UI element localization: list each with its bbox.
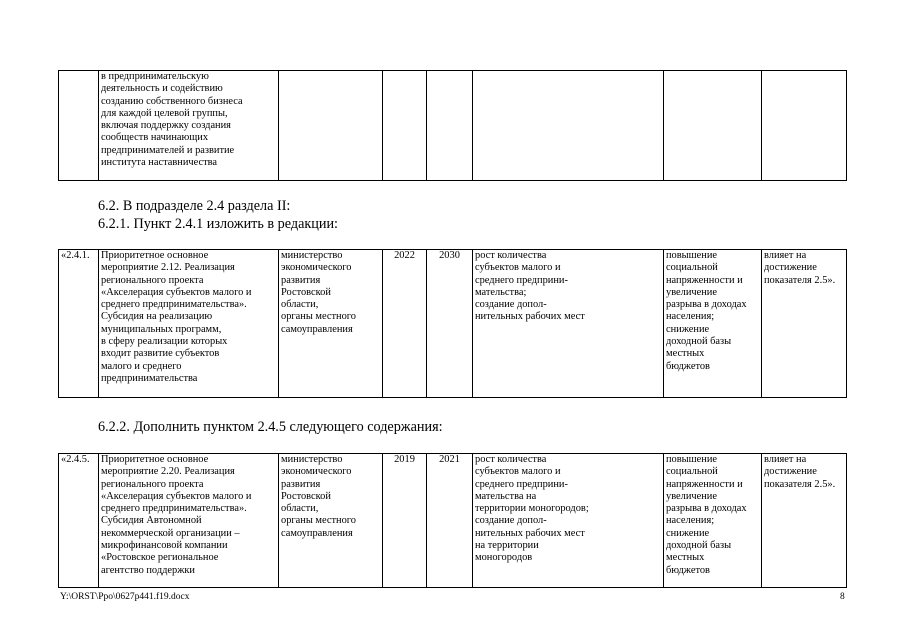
- event-description: Приоритетное основное мероприятие 2.12. Реализация регионального проекта «Акселерация субъектов малого и среднего предпринимательства». Субсидия на реализацию муниципальных программ, в сферу реализации которых входит развитие субъектов малого и среднего предпринимательства: [99, 250, 279, 398]
- item-2-4-5-table: [58, 453, 847, 588]
- executor: министерство экономического развития Ростовской области, органы местного самоуправления: [279, 454, 383, 588]
- section-heading-6-2: 6.2. В подразделе 2.4 раздела II:: [98, 198, 291, 214]
- item-number: «2.4.5.: [59, 454, 99, 588]
- table-row: [59, 71, 847, 181]
- expected-result: рост количества субъектов малого и среднего предприни- мательства; создание допол- нительных рабочих мест: [473, 250, 664, 398]
- event-description: Приоритетное основное мероприятие 2.20. Реализация регионального проекта «Акселерация субъектов малого и среднего предпринимательства». Субсидия Автономной некоммерческой организации – микрофинансовой компании «Ростовское региональное агентство поддержки: [99, 454, 279, 588]
- start-year: 2022: [383, 250, 427, 398]
- consequence: повышение социальной напряженности и увеличение разрыва в доходах населения; снижение доходной базы местных бюджетов: [664, 250, 762, 398]
- number-cell: [59, 71, 99, 181]
- item-2-4-1-table: [58, 249, 847, 398]
- end-year: 2030: [427, 250, 473, 398]
- expected-result: рост количества субъектов малого и среднего предприни- мательства на территории моногородов; создание допол- нительных рабочих мест на территории моногородов: [473, 454, 664, 588]
- start-year: 2019: [383, 454, 427, 588]
- end-year: 2021: [427, 454, 473, 588]
- consequence-cell: [664, 71, 762, 181]
- indicator-link: влияет на достижение показателя 2.5».: [762, 454, 847, 588]
- page-number: 8: [840, 592, 845, 602]
- indicator-link: влияет на достижение показателя 2.5».: [762, 250, 847, 398]
- continuation-table: [58, 70, 847, 181]
- result-cell: [473, 71, 664, 181]
- consequence: повышение социальной напряженности и увеличение разрыва в доходах населения; снижение доходной базы местных бюджетов: [664, 454, 762, 588]
- section-heading-6-2-1: 6.2.1. Пункт 2.4.1 изложить в редакции:: [98, 216, 338, 232]
- item-number: «2.4.1.: [59, 250, 99, 398]
- indicator-cell: [762, 71, 847, 181]
- end-year-cell: [427, 71, 473, 181]
- executor: министерство экономического развития Ростовской области, органы местного самоуправления: [279, 250, 383, 398]
- start-year-cell: [383, 71, 427, 181]
- footer-file-path: Y:\ORST\Ppo\0627p441.f19.docx: [60, 592, 190, 602]
- section-heading-6-2-2: 6.2.2. Дополнить пунктом 2.4.5 следующего содержания:: [98, 419, 443, 435]
- event-cell: в предпринимательскую деятельность и содействию созданию собственного бизнеса для каждой целевой группы, включая поддержку создания сообществ начинающих предпринимателей и развитие института наставничества: [99, 71, 279, 181]
- table-row: [59, 250, 847, 398]
- table-row: [59, 454, 847, 588]
- executor-cell: [279, 71, 383, 181]
